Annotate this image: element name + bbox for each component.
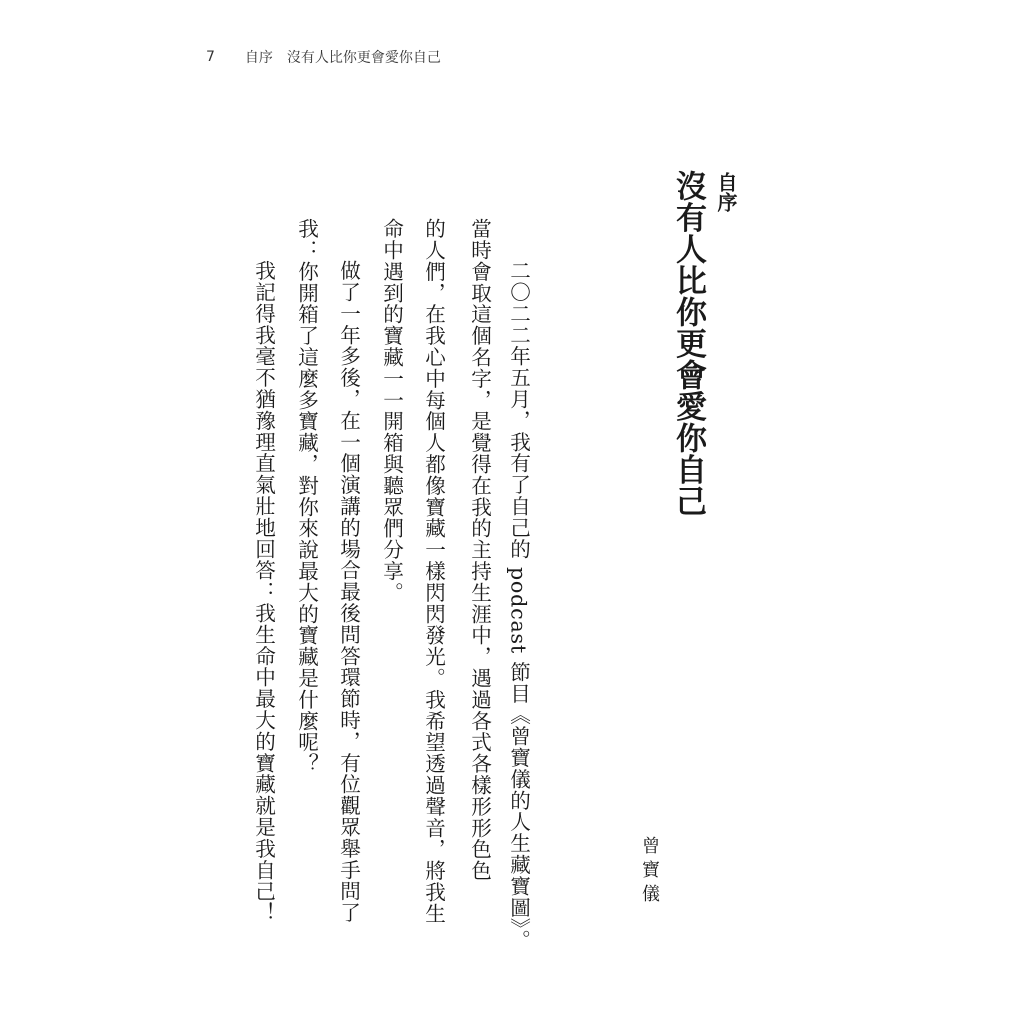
body-column-5: 做了一年多後，在一個演講的場合最後問答環節時，有位觀眾舉手問了 [336, 260, 361, 924]
body-column-4: 命中遇到的寶藏一一開箱與聽眾們分享。 [379, 218, 404, 604]
chapter-label: 自序 [714, 172, 738, 212]
author-name: 曾寶儀 [639, 836, 660, 908]
body-column-6: 我：你開箱了這麼多寶藏，對你來說最大的寶藏是什麼呢？ [294, 218, 319, 775]
body-column-1: 二〇二二年五月，我有了自己的 podcast 節目《曾寶儀的人生藏寶圖》。 [506, 260, 531, 951]
chapter-title: 沒有人比你更會愛你自己 [670, 170, 706, 517]
body-column-2: 當時會取這個名字，是覺得在我的主持生涯中，遇過各式各樣形形色色 [467, 218, 492, 882]
running-header [206, 46, 441, 68]
header-section-label: 自序 [244, 50, 273, 66]
header-title: 沒有人比你更會愛你自己 [286, 50, 441, 66]
body-column-7: 我記得我毫不猶豫理直氣壯地回答：我生命中最大的寶藏就是我自己！ [251, 260, 276, 924]
page-number: 7 [206, 49, 215, 65]
body-column-3: 的人們，在我心中每個人都像寶藏一樣閃閃發光。我希望透過聲音，將我生 [421, 218, 446, 925]
